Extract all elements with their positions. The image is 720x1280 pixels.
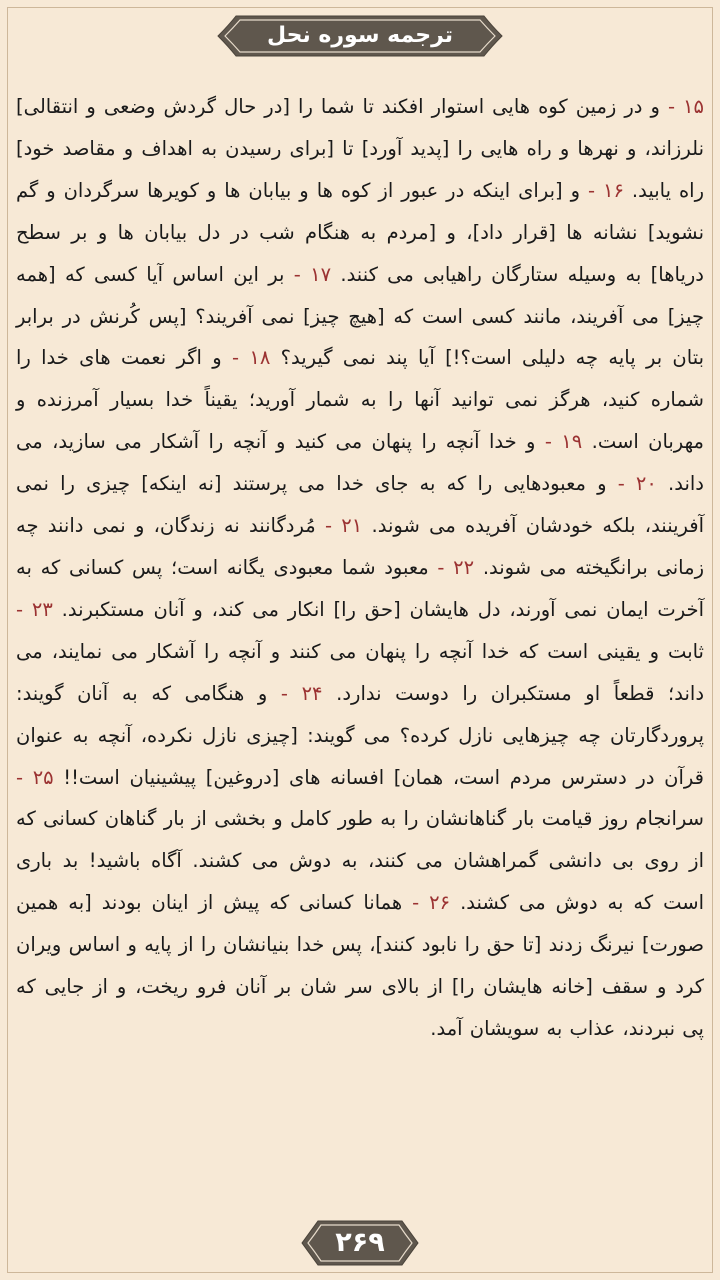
verse-text: همانا کسانی که پیش از اینان بودند [به همین صورت] نیرنگ زدند [تا حق را نابود کنند]، پس خدا بنیانشان را از پایه و اساس ویران کرد و سقف [خانه هایشان را] از بالای سر شان بر آنان فرو ریخت، و از جایی که پی نبردند، عذاب به سویشان آمد. <box>16 891 704 1040</box>
verse-text: ثابت و یقینی است که خدا آنچه را پنهان می کنند و آنچه را آشکار می نمایند، می داند؛ قطعاً او مستکبران را دوست ندارد. <box>16 639 705 705</box>
page-number: ۲۶۹ <box>335 1227 385 1258</box>
verse-number: ۲۱ - <box>315 514 363 538</box>
verse-text: و خدا آنچه را پنهان می کنید و آنچه را آشکار می سازید، می داند. <box>16 430 704 496</box>
page-title: ترجمه سوره نحل <box>266 23 454 48</box>
title-banner <box>214 12 506 60</box>
verse-text: و در زمین کوه هایی استوار افکند تا شما را [در حال گردش وضعی و انتقالی] نلرزاند، و نهرها و راه هایی را [پدید آورد] تا [برای رسیدن به اهداف و مقاصد خود] راه یابید. <box>16 95 705 202</box>
verse-number: ۲۲ - <box>428 555 475 579</box>
verse-text: و [برای اینکه در عبور از کوه ها و بیابان ها و کویرها سرگردان و گم نشوید] نشانه ها [قرار داد]، و [مردم به هنگام شب در دل بیابان ها و بر سطح دریاها] به وسیله ستارگان راهیابی می کنند. <box>16 178 704 286</box>
verse-number: ۱۵ - <box>659 95 704 118</box>
verse-translation-text <box>16 86 704 1050</box>
verse-text: و اگر نعمت های خدا را شماره کنید، هرگز نمی توانید آنها را به شمار آورید؛ یقیناً خدا بسیار آمرزنده و مهربان است. <box>16 346 705 454</box>
verses-paragraph <box>16 86 704 1050</box>
verse-text: بر این اساس آیا کسی که [همه چیز] می آفریند، مانند کسی است که [هیچ چیز] نمی آفریند؟ [پس کُرنش در برابر بتان بر پایه چه دلیلی است؟!] آیا پند نمی گیرید؟ <box>16 262 705 370</box>
verse-number: ۱۸ - <box>221 346 271 370</box>
verse-number: ۲۰ - <box>606 472 657 496</box>
verse-text: و معبودهایی را که به جای خدا می پرستند [نه اینکه] چیزی را نمی آفرینند، بلکه خودشان آفریده می شوند. <box>16 472 704 538</box>
verse-number: ۲۴ - <box>267 681 323 705</box>
verse-number: ۱۷ - <box>284 262 332 286</box>
verse-text: سرانجام روز قیامت بار گناهانشان را به طور کامل و بخشی از بار گناهان کسانی که از روی بی دانشی گمراهشان می کنند، به دوش می کشند. آگاه باشید! بد باری است که به دوش می کشند. <box>16 807 704 915</box>
verse-number: ۲۵ - <box>16 765 54 789</box>
verse-text: معبود شما معبودی یگانه است؛ پس کسانی که به آخرت ایمان نمی آورند، دل هایشان [حق را] انکار می کند، و آنان مستکبرند. <box>16 555 704 621</box>
page-number-badge <box>300 1218 420 1268</box>
verse-number: ۲۳ - <box>16 597 53 621</box>
verse-number: ۲۶ - <box>402 891 451 915</box>
verse-text: مُردگانند نه زندگان، و نمی دانند چه زمانی برانگیخته می شوند. <box>16 514 704 579</box>
verse-text: و هنگامی که به آنان گویند: پروردگارتان چه چیزهایی نازل کرده؟ می گویند: [چیزی نازل نکرده، آنچه به عنوان قرآن در دسترس مردم است، همان] افسانه های [دروغین] پیشینیان است!! <box>16 681 704 789</box>
verse-number: ۱۹ - <box>535 430 583 454</box>
verse-number: ۱۶ - <box>580 178 624 202</box>
